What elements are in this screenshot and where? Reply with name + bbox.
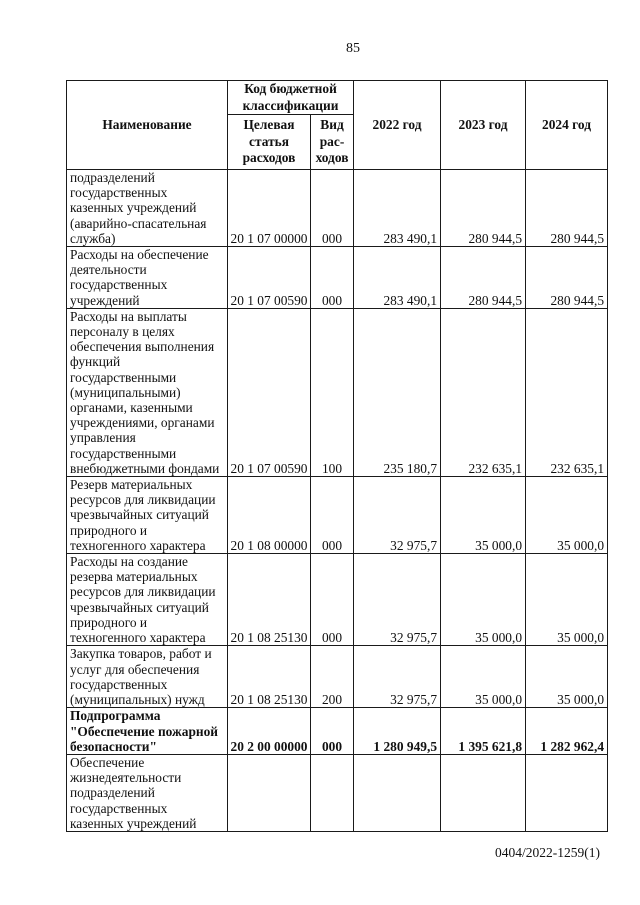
header-2023: 2023 год: [441, 81, 526, 170]
amount-2024: 280 944,5: [526, 247, 608, 309]
header-2022: 2022 год: [354, 81, 441, 170]
name-cell: подразделений государственных казенных учреждений (аварийно-спасательная служба): [67, 170, 228, 247]
amount-2023: [441, 754, 526, 831]
name-cell: Закупка товаров, работ и услуг для обеспечения государственных (муниципальных) нужд: [67, 646, 228, 708]
amount-2023: 35 000,0: [441, 554, 526, 646]
amount-2024: 35 000,0: [526, 646, 608, 708]
table-row: [67, 170, 608, 247]
expense-type-code: 000: [311, 170, 354, 247]
table-row: [67, 554, 608, 646]
expense-type-code: 000: [311, 477, 354, 554]
header-row: [67, 81, 608, 115]
expense-type-code: [311, 754, 354, 831]
table-row: [67, 308, 608, 476]
header-name: Наименование: [67, 81, 228, 170]
amount-2023: 232 635,1: [441, 308, 526, 476]
amount-2024: [526, 754, 608, 831]
amount-2022: 1 280 949,5: [354, 708, 441, 755]
header-target-article: Целевая статья расходов: [228, 115, 311, 170]
page-number: 85: [346, 41, 360, 56]
name-cell: Подпрограмма "Обеспечение пожарной безопасности": [67, 708, 228, 755]
amount-2023: 1 395 621,8: [441, 708, 526, 755]
name-cell: Обеспечение жизнедеятельности подразделений государственных казенных учреждений: [67, 754, 228, 831]
amount-2024: 232 635,1: [526, 308, 608, 476]
expense-type-code: 000: [311, 554, 354, 646]
target-article-code: [228, 754, 311, 831]
target-article-code: 20 1 08 25130: [228, 646, 311, 708]
target-article-code: 20 1 08 25130: [228, 554, 311, 646]
amount-2022: 32 975,7: [354, 477, 441, 554]
name-cell: Резерв материальных ресурсов для ликвидации чрезвычайных ситуаций природного и техногенного характера: [67, 477, 228, 554]
amount-2022: [354, 754, 441, 831]
subprogram-row: [67, 708, 608, 755]
expense-type-code: 100: [311, 308, 354, 476]
table-row: [67, 247, 608, 309]
amount-2023: 35 000,0: [441, 646, 526, 708]
amount-2024: 35 000,0: [526, 477, 608, 554]
amount-2022: 283 490,1: [354, 170, 441, 247]
expense-type-code: 200: [311, 646, 354, 708]
name-cell: Расходы на обеспечение деятельности государственных учреждений: [67, 247, 228, 309]
header-code-group: Код бюджетной классификации: [228, 81, 354, 115]
name-cell: Расходы на выплаты персоналу в целях обеспечения выполнения функций государственными (муниципальными) органами, казенными учреждениями, органами управления государственными внебюджетными фондами: [67, 308, 228, 476]
target-article-code: 20 1 07 00590: [228, 308, 311, 476]
amount-2024: 280 944,5: [526, 170, 608, 247]
amount-2024: 1 282 962,4: [526, 708, 608, 755]
amount-2023: 280 944,5: [441, 170, 526, 247]
target-article-code: 20 2 00 00000: [228, 708, 311, 755]
amount-2022: 32 975,7: [354, 554, 441, 646]
amount-2022: 283 490,1: [354, 247, 441, 309]
amount-2023: 35 000,0: [441, 477, 526, 554]
header-expense-type: Вид рас- ходов: [311, 115, 354, 170]
name-cell: Расходы на создание резерва материальных ресурсов для ликвидации чрезвычайных ситуаций природного и техногенного характера: [67, 554, 228, 646]
document-code: 0404/2022-1259(1): [495, 845, 600, 860]
budget-table: [66, 80, 608, 832]
header-2024: 2024 год: [526, 81, 608, 170]
target-article-code: 20 1 07 00000: [228, 170, 311, 247]
target-article-code: 20 1 07 00590: [228, 247, 311, 309]
amount-2023: 280 944,5: [441, 247, 526, 309]
amount-2024: 35 000,0: [526, 554, 608, 646]
table-row: [67, 754, 608, 831]
table-row: [67, 646, 608, 708]
expense-type-code: 000: [311, 247, 354, 309]
amount-2022: 235 180,7: [354, 308, 441, 476]
amount-2022: 32 975,7: [354, 646, 441, 708]
table-row: [67, 477, 608, 554]
expense-type-code: 000: [311, 708, 354, 755]
target-article-code: 20 1 08 00000: [228, 477, 311, 554]
